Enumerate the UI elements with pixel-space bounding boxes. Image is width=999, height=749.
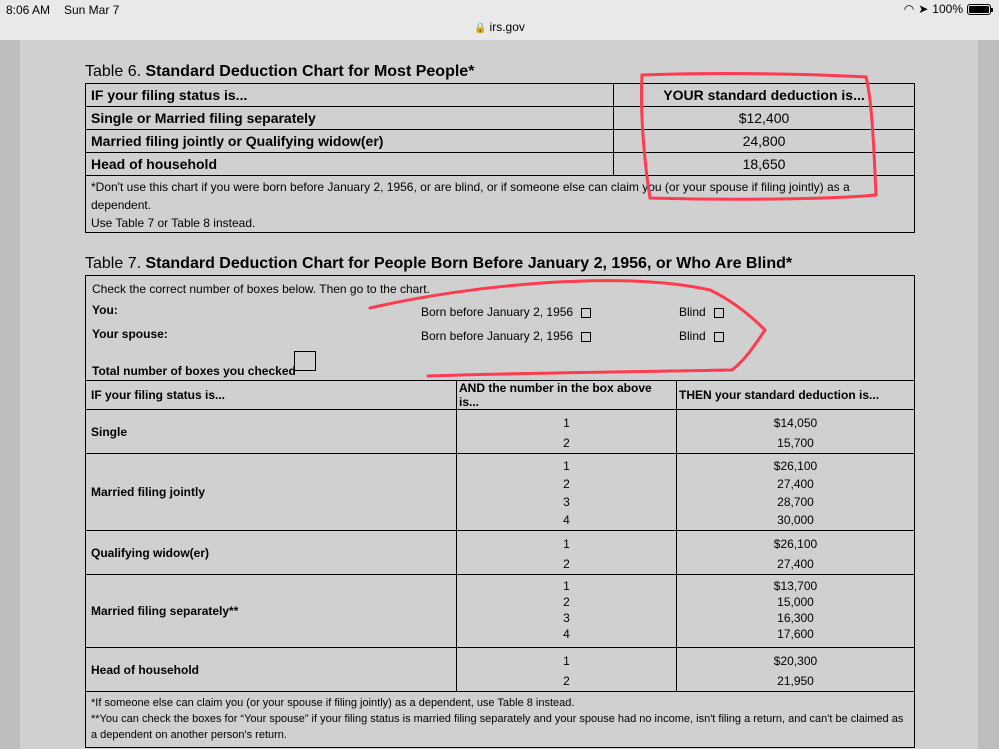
deduction-value: 28,700 <box>777 495 814 509</box>
you-blind-label: Blind <box>679 305 706 319</box>
table-row <box>86 575 915 648</box>
table-row <box>86 454 915 531</box>
table7-note2: **You can check the boxes for “Your spouse” if your filing status is married filing separately and your spouse had no income, isn't filing a return, and can't be claimed as a dependent on another person's return. <box>91 713 904 741</box>
table6-deduction-cell: $12,400 <box>614 107 915 130</box>
deduction-value: 30,000 <box>777 513 814 527</box>
number-value: 4 <box>563 513 570 527</box>
deduction-value: 27,400 <box>777 477 814 491</box>
number-value: 1 <box>563 537 570 551</box>
table7-instructions: Check the correct number of boxes below. Then go to the chart. <box>92 282 430 296</box>
table7-header-number: AND the number in the box above is... <box>457 381 677 410</box>
number-value: 2 <box>563 436 570 450</box>
table6-deduction-cell: 24,800 <box>614 130 915 153</box>
url-bar[interactable] <box>0 20 999 40</box>
table7-deduction-cell <box>677 575 915 648</box>
table7-checkbox-section <box>85 275 915 381</box>
table7-number-cell <box>457 575 677 648</box>
table7-note1: *If someone else can claim you (or your spouse if filing jointly) as a dependent, use Table 8 instead. <box>91 697 575 709</box>
table7-deduction-cell <box>677 648 915 692</box>
table7-status-cell: Head of household <box>86 648 457 692</box>
table7-deduction-cell <box>677 531 915 575</box>
deduction-value: 27,400 <box>777 557 814 571</box>
spouse-born-before <box>421 329 591 343</box>
table7-caption-title: Standard Deduction Chart for People Born Before January 2, 1956, or Who Are Blind* <box>145 255 793 272</box>
spouse-blind <box>679 329 724 343</box>
deduction-value: $26,100 <box>773 537 818 551</box>
document-page <box>20 40 978 749</box>
table7-number-cell <box>457 531 677 575</box>
table6-status-cell: Single or Married filing separately <box>86 107 614 130</box>
status-date: Sun Mar 7 <box>64 3 120 17</box>
table7-header-status: IF your filing status is... <box>86 381 457 410</box>
table-row <box>86 176 915 233</box>
table7 <box>85 380 915 748</box>
total-boxes-label: Total number of boxes you checked <box>92 364 296 378</box>
deduction-value: 16,300 <box>777 611 814 625</box>
deduction-value: 15,700 <box>777 436 814 450</box>
table6-status-cell: Married filing jointly or Qualifying widow(er) <box>86 130 614 153</box>
table7-caption <box>85 255 792 273</box>
battery-icon <box>967 4 991 15</box>
table-row <box>86 84 915 107</box>
table7-header-deduction: THEN your standard deduction is... <box>677 381 915 410</box>
deduction-value: 21,950 <box>777 674 814 688</box>
you-label: You: <box>92 303 118 317</box>
you-blind-checkbox[interactable] <box>714 308 724 318</box>
table-row <box>86 692 915 748</box>
table7-number-cell <box>457 648 677 692</box>
table6-status-cell: Head of household <box>86 153 614 176</box>
status-bar <box>0 0 999 20</box>
table-row <box>86 130 915 153</box>
number-value: 1 <box>563 416 570 430</box>
deduction-value: 15,000 <box>777 595 814 609</box>
number-value: 2 <box>563 595 570 609</box>
url-text: irs.gov <box>489 20 525 34</box>
table-row <box>86 531 915 575</box>
you-born-checkbox[interactable] <box>581 308 591 318</box>
battery-percent: 100% <box>932 2 963 16</box>
deduction-value: $26,100 <box>773 459 818 473</box>
table6-caption-prefix: Table 6. <box>85 63 142 80</box>
table7-note <box>86 692 915 748</box>
table6 <box>85 83 915 233</box>
number-value: 1 <box>563 459 570 473</box>
lock-icon: 🔒 <box>474 23 487 34</box>
table7-number-cell <box>457 454 677 531</box>
table-row <box>86 381 915 410</box>
spouse-born-checkbox[interactable] <box>581 332 591 342</box>
table7-status-cell: Qualifying widow(er) <box>86 531 457 575</box>
number-value: 3 <box>563 495 570 509</box>
number-value: 3 <box>563 611 570 625</box>
number-value: 1 <box>563 654 570 668</box>
table-row <box>86 153 915 176</box>
table7-number-cell <box>457 410 677 454</box>
table7-deduction-cell <box>677 454 915 531</box>
table7-status-cell: Married filing jointly <box>86 454 457 531</box>
table6-header-status: IF your filing status is... <box>86 84 614 107</box>
table-row <box>86 107 915 130</box>
number-value: 1 <box>563 579 570 593</box>
table7-deduction-cell <box>677 410 915 454</box>
status-time: 8:06 AM <box>6 3 51 17</box>
number-value: 2 <box>563 477 570 491</box>
spouse-label: Your spouse: <box>92 327 168 341</box>
table7-caption-prefix: Table 7. <box>85 255 142 272</box>
total-boxes-field[interactable] <box>294 351 316 371</box>
table6-header-deduction: YOUR standard deduction is... <box>614 84 915 107</box>
spouse-blind-label: Blind <box>679 329 706 343</box>
number-value: 2 <box>563 674 570 688</box>
table6-caption <box>85 63 474 81</box>
location-arrow-icon: ➤ <box>918 2 929 16</box>
you-born-before <box>421 305 591 319</box>
you-born-label: Born before January 2, 1956 <box>421 305 574 319</box>
you-blind <box>679 305 724 319</box>
table7-status-cell: Married filing separately** <box>86 575 457 648</box>
table6-note-line1: *Don't use this chart if you were born before January 2, 1956, or are blind, or if someone else can claim you (or your spouse if filing jointly) as a dependent. <box>91 180 850 212</box>
deduction-value: $14,050 <box>773 416 818 430</box>
table6-deduction-cell: 18,650 <box>614 153 915 176</box>
table6-note-line2: Use Table 7 or Table 8 instead. <box>91 216 256 230</box>
deduction-value: $13,700 <box>773 579 818 593</box>
spouse-blind-checkbox[interactable] <box>714 332 724 342</box>
wifi-icon: ◠ <box>903 2 915 16</box>
number-value: 4 <box>563 627 570 641</box>
table6-note <box>86 176 915 233</box>
number-value: 2 <box>563 557 570 571</box>
table-row <box>86 648 915 692</box>
table7-status-cell: Single <box>86 410 457 454</box>
table-row <box>86 410 915 454</box>
table6-caption-title: Standard Deduction Chart for Most People* <box>145 63 475 80</box>
deduction-value: 17,600 <box>777 627 814 641</box>
spouse-born-label: Born before January 2, 1956 <box>421 329 574 343</box>
deduction-value: $20,300 <box>773 654 818 668</box>
status-right <box>904 2 991 16</box>
